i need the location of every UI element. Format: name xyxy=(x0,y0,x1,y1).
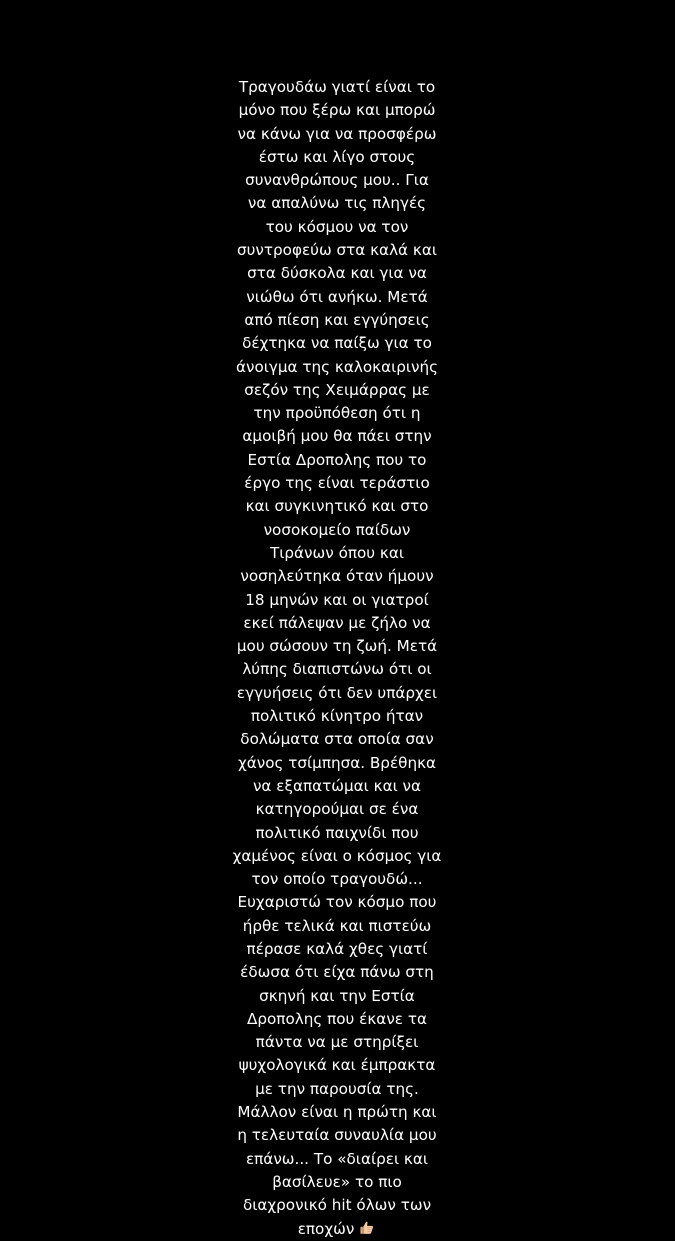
story-line: εκεί πάλεψαν με ζήλο να xyxy=(243,613,431,632)
story-line-last-text: εποχών xyxy=(297,1219,355,1238)
story-line: Δροπολης που έκανε τα xyxy=(246,1009,427,1028)
story-line: κατηγορούμαι σε ένα xyxy=(255,800,419,819)
story-line: διαχρονικό hit όλων των xyxy=(242,1196,432,1215)
story-line: δολώματα στα οποία σαν xyxy=(240,730,434,749)
story-line: επάνω... Το «διαίρει και xyxy=(245,1149,429,1168)
story-line: έργο της είναι τεράστιο xyxy=(244,474,430,493)
story-line: την προϋπόθεση ότι η xyxy=(253,404,421,423)
story-line: χαμένος είναι ο κόσμος για xyxy=(232,846,442,865)
story-line: να κάνω για να προσφέρω xyxy=(237,124,437,143)
story-line: να απαλύνω τις πληγές xyxy=(247,194,427,213)
story-line: μου σώσουν τη ζωή. Μετά xyxy=(236,637,438,656)
story-line: μόνο που ξέρω και μπορώ xyxy=(238,101,436,120)
story-line: βασίλευε» το πιο xyxy=(272,1172,402,1191)
story-line: και συγκινητικό και στο xyxy=(245,497,429,516)
story-line: να εξαπατώμαι και να xyxy=(252,776,422,795)
story-line: πολιτικό κίνητρο ήταν xyxy=(250,707,424,726)
thumbs-up-icon xyxy=(358,1219,376,1237)
story-line: συντροφεύω στα καλά και xyxy=(236,241,438,260)
story-line: Ευχαριστώ τον κόσμο που xyxy=(237,893,437,912)
story-line: 18 μηνών και οι γιατροί xyxy=(245,590,429,609)
story-line: Εστία Δροπολης που το xyxy=(247,450,427,469)
story-line: συνανθρώπους μου.. Για xyxy=(245,171,429,190)
story-line: πολιτικό παιχνίδι που xyxy=(255,823,419,842)
story-line-last xyxy=(137,1218,537,1241)
story-line: με την παρουσία της. xyxy=(255,1079,419,1098)
story-line: του κόσμου να τον xyxy=(265,217,409,236)
story-line: πέρασε καλά χθες γιατί xyxy=(246,939,428,958)
story-line: χάνος τσίμπησα. Βρέθηκα xyxy=(237,753,437,772)
story-line: ήρθε τελικά και πιστεύω xyxy=(242,916,432,935)
story-line: νοσηλεύτηκα όταν ήμουν xyxy=(240,567,434,586)
story-line: από πίεση και εγγύησεις xyxy=(244,310,430,329)
story-line: τον οποίο τραγουδώ... xyxy=(251,870,423,889)
story-line: νοσοκομείο παίδων xyxy=(263,520,411,539)
story-line: Τιράνων όπου και xyxy=(269,543,405,562)
story-line: έστω και λίγο στους xyxy=(258,147,416,166)
story-line: νιώθω ότι ανήκω. Μετά xyxy=(246,287,428,306)
story-line: δέχτηκα να παίξω για το xyxy=(242,334,432,353)
story-line: λύπης διαπιστώνω ότι οι xyxy=(242,660,432,679)
story-line: σεζόν της Χειμάρρας με xyxy=(244,380,430,399)
story-line: ψυχολογικά και έμπρακτα xyxy=(238,1056,436,1075)
story-line: Μάλλον είναι η πρώτη και xyxy=(237,1103,437,1122)
story-line: Τραγουδάω γιατί είναι το xyxy=(238,78,436,96)
story-line: έδωσα ότι είχα πάνω στη xyxy=(240,963,434,982)
story-line: αμοιβή μου θα πάει στην xyxy=(242,427,432,446)
story-line: άνοιγμα της καλοκαιρινής xyxy=(235,357,439,376)
story-line: σκηνή και την Εστία xyxy=(259,986,415,1005)
story-text xyxy=(137,76,537,1241)
story-line: πάντα να με στηρίξει xyxy=(255,1033,419,1052)
story-line: η τελευταία συναυλία μου xyxy=(237,1126,437,1145)
story-line: εγγυήσεις ότι δεν υπάρχει xyxy=(236,683,438,702)
story-line: στα δύσκολα και για να xyxy=(247,264,427,283)
